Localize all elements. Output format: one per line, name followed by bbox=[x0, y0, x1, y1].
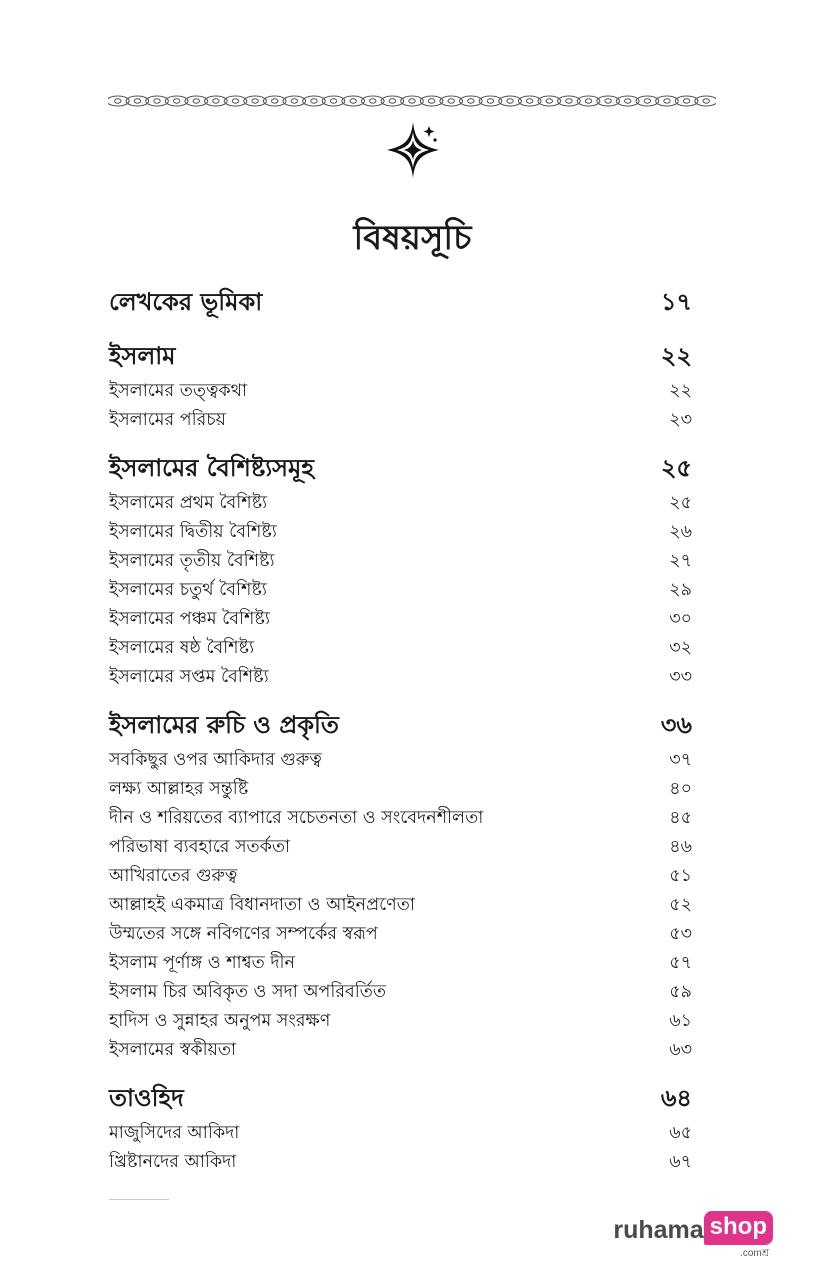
section-title: লেখকের ভূমিকা bbox=[109, 288, 263, 316]
entry-page-number: ২৩ bbox=[669, 410, 692, 430]
toc-entry[interactable] bbox=[109, 1149, 692, 1178]
toc-entry[interactable] bbox=[109, 490, 692, 519]
section-page-number: ২৫ bbox=[660, 454, 692, 482]
entry-page-number: ৬৩ bbox=[669, 1040, 692, 1060]
entry-title: হাদিস ও সুন্নাহর অনুপম সংরক্ষণ bbox=[109, 1011, 331, 1031]
entry-title: ইসলাম পূর্ণাঙ্গ ও শাশ্বত দীন bbox=[109, 953, 295, 973]
section-page-number: ১৭ bbox=[660, 288, 692, 316]
toc-section-heading[interactable] bbox=[109, 707, 692, 747]
toc-entry[interactable] bbox=[109, 407, 692, 436]
footnote-divider bbox=[109, 1199, 169, 1200]
toc-entry[interactable] bbox=[109, 519, 692, 548]
page-title: বিষয়সূচি bbox=[353, 218, 472, 258]
four-point-star-icon bbox=[381, 118, 445, 182]
toc-entry[interactable] bbox=[109, 979, 692, 1008]
toc-section bbox=[109, 450, 692, 693]
entry-page-number: ৩৩ bbox=[669, 667, 692, 687]
toc-section bbox=[109, 707, 692, 1066]
entry-title: উম্মতের সঙ্গে নবিগণের সম্পর্কের স্বরূপ bbox=[109, 924, 378, 944]
toc-entry[interactable] bbox=[109, 664, 692, 693]
ornamental-border bbox=[108, 93, 716, 109]
entry-page-number: ২৯ bbox=[669, 580, 692, 600]
entry-title: ইসলামের ষষ্ঠ বৈশিষ্ট্য bbox=[109, 638, 255, 658]
entry-page-number: ২২ bbox=[669, 381, 692, 401]
entry-page-number: ৫৩ bbox=[669, 924, 692, 944]
toc-section-heading[interactable] bbox=[109, 450, 692, 490]
entry-title: আখিরাতের গুরুত্ব bbox=[109, 866, 238, 886]
entry-page-number: ৬৭ bbox=[669, 1152, 692, 1172]
toc-entry[interactable] bbox=[109, 1120, 692, 1149]
entry-title: ইসলামের পরিচয় bbox=[109, 410, 226, 430]
toc-entry[interactable] bbox=[109, 747, 692, 776]
toc-entry[interactable] bbox=[109, 834, 692, 863]
toc-entry[interactable] bbox=[109, 378, 692, 407]
toc-section bbox=[109, 1080, 692, 1178]
entry-title: সবকিছুর ওপর আকিদার গুরুত্ব bbox=[109, 750, 322, 770]
toc-section bbox=[109, 338, 692, 436]
entry-title: ইসলামের তত্ত্বকথা bbox=[109, 381, 248, 401]
section-title: ইসলামের বৈশিষ্ট্যসমূহ bbox=[109, 454, 314, 482]
section-page-number: ৩৬ bbox=[660, 711, 692, 739]
toc-section bbox=[109, 284, 692, 324]
brand-domain: .comশ্র bbox=[740, 1248, 769, 1259]
toc-entry[interactable] bbox=[109, 892, 692, 921]
toc-section-heading[interactable] bbox=[109, 1080, 692, 1120]
brand-shop-label: shop bbox=[704, 1211, 773, 1245]
entry-page-number: ৫৯ bbox=[669, 982, 692, 1002]
brand-logo bbox=[613, 1211, 773, 1259]
entry-page-number: ৬১ bbox=[669, 1011, 692, 1031]
section-title: তাওহিদ bbox=[109, 1084, 184, 1112]
brand-badge bbox=[704, 1211, 773, 1263]
toc-entry[interactable] bbox=[109, 606, 692, 635]
table-of-contents bbox=[109, 284, 692, 1192]
toc-entry[interactable] bbox=[109, 863, 692, 892]
entry-page-number: ২৫ bbox=[669, 493, 692, 513]
toc-entry[interactable] bbox=[109, 921, 692, 950]
entry-title: পরিভাষা ব্যবহারে সতর্কতা bbox=[109, 837, 291, 857]
entry-page-number: ৪০ bbox=[669, 779, 692, 799]
entry-title: লক্ষ্য আল্লাহর সন্তুষ্টি bbox=[109, 779, 249, 799]
toc-entry[interactable] bbox=[109, 1008, 692, 1037]
entry-page-number: ৬৫ bbox=[669, 1123, 692, 1143]
entry-title: ইসলামের পঞ্চম বৈশিষ্ট্য bbox=[109, 609, 270, 629]
entry-page-number: ২৭ bbox=[669, 551, 692, 571]
entry-page-number: ৫৭ bbox=[669, 953, 692, 973]
entry-title: ইসলামের স্বকীয়তা bbox=[109, 1040, 237, 1060]
toc-entry[interactable] bbox=[109, 805, 692, 834]
toc-entry[interactable] bbox=[109, 635, 692, 664]
toc-entry[interactable] bbox=[109, 577, 692, 606]
toc-section-heading[interactable] bbox=[109, 284, 692, 324]
toc-entry[interactable] bbox=[109, 776, 692, 805]
entry-title: ইসলামের প্রথম বৈশিষ্ট্য bbox=[109, 493, 268, 513]
toc-entry[interactable] bbox=[109, 548, 692, 577]
entry-page-number: ৩৭ bbox=[669, 750, 692, 770]
entry-title: ইসলাম চির অবিকৃত ও সদা অপরিবর্তিত bbox=[109, 982, 387, 1002]
toc-entry[interactable] bbox=[109, 1037, 692, 1066]
entry-page-number: ৩০ bbox=[669, 609, 692, 629]
brand-name: ruhama bbox=[613, 1216, 704, 1244]
entry-page-number: ৫১ bbox=[669, 866, 692, 886]
entry-title: আল্লাহই একমাত্র বিধানদাতা ও আইনপ্রণেতা bbox=[109, 895, 415, 915]
section-title: ইসলাম bbox=[109, 342, 176, 370]
entry-title: খ্রিষ্টানদের আকিদা bbox=[109, 1152, 237, 1172]
entry-page-number: ৩২ bbox=[669, 638, 692, 658]
toc-section-heading[interactable] bbox=[109, 338, 692, 378]
section-page-number: ৬৪ bbox=[660, 1084, 692, 1112]
entry-title: দীন ও শরিয়তের ব্যাপারে সচেতনতা ও সংবেদনশীলতা bbox=[109, 808, 484, 828]
section-title: ইসলামের রুচি ও প্রকৃতি bbox=[109, 711, 339, 739]
entry-title: ইসলামের সপ্তম বৈশিষ্ট্য bbox=[109, 667, 269, 687]
entry-page-number: ৪৫ bbox=[669, 808, 692, 828]
section-page-number: ২২ bbox=[660, 342, 692, 370]
entry-title: ইসলামের দ্বিতীয় বৈশিষ্ট্য bbox=[109, 522, 277, 542]
entry-page-number: ৫২ bbox=[669, 895, 692, 915]
toc-entry[interactable] bbox=[109, 950, 692, 979]
entry-title: মাজুসিদের আকিদা bbox=[109, 1123, 240, 1143]
entry-title: ইসলামের তৃতীয় বৈশিষ্ট্য bbox=[109, 551, 275, 571]
entry-title: ইসলামের চতুর্থ বৈশিষ্ট্য bbox=[109, 580, 267, 600]
entry-page-number: ৪৬ bbox=[669, 837, 692, 857]
entry-page-number: ২৬ bbox=[669, 522, 692, 542]
